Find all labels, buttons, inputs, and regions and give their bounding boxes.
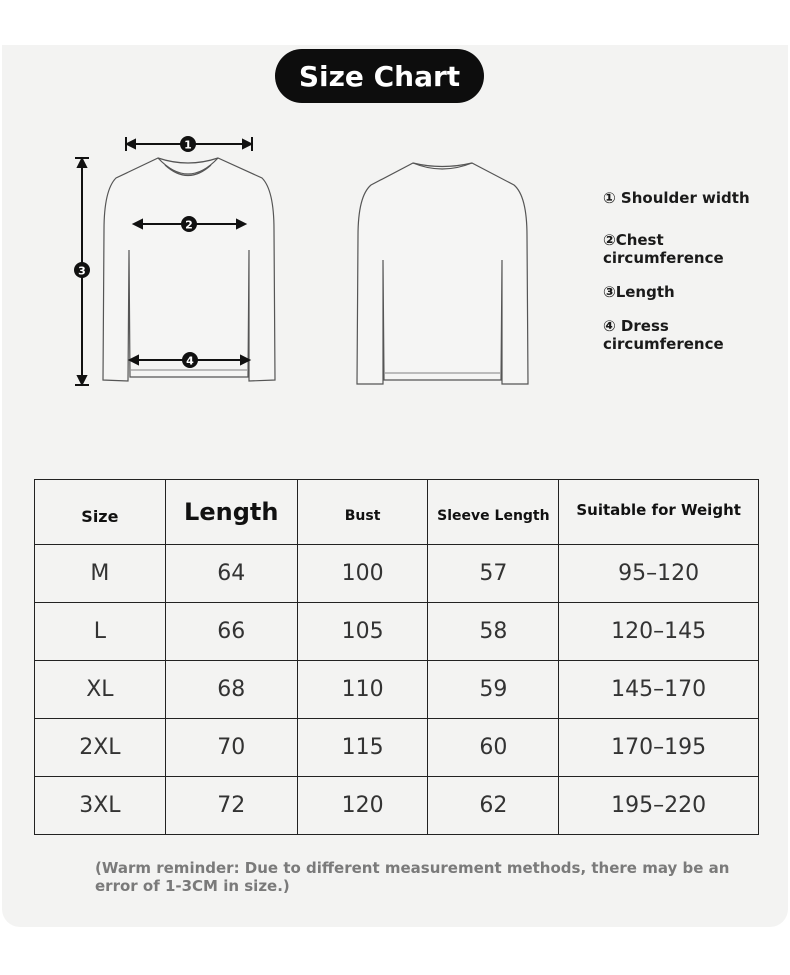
header-suitable-weight: Suitable for Weight <box>559 480 759 545</box>
cell-size: 3XL <box>35 777 166 835</box>
cell-sleeve: 58 <box>428 603 559 661</box>
page-title: Size Chart <box>275 49 484 103</box>
cell-length: 64 <box>165 545 297 603</box>
cell-size: 2XL <box>35 719 166 777</box>
cell-length: 72 <box>165 777 297 835</box>
marker-2-label: 2 <box>185 218 193 232</box>
cell-length: 68 <box>165 661 297 719</box>
cell-sleeve: 59 <box>428 661 559 719</box>
table-row <box>35 661 759 719</box>
cell-size: M <box>35 545 166 603</box>
shirt-front-illustration <box>103 158 275 381</box>
header-sleeve-length: Sleeve Length <box>428 480 559 545</box>
cell-length: 70 <box>165 719 297 777</box>
cell-length: 66 <box>165 603 297 661</box>
marker-1-label: 1 <box>184 138 192 152</box>
cell-sleeve: 57 <box>428 545 559 603</box>
table-row <box>35 603 759 661</box>
cell-sleeve: 60 <box>428 719 559 777</box>
cell-weight: 195–220 <box>559 777 759 835</box>
size-table <box>34 479 759 835</box>
warm-reminder-note: (Warm reminder: Due to different measurement methods, there may be an error of 1-3CM in size.) <box>95 859 730 895</box>
marker-3-label: 3 <box>78 264 86 278</box>
table-header-row <box>35 480 759 545</box>
table-row <box>35 545 759 603</box>
cell-bust: 110 <box>297 661 428 719</box>
table-row <box>35 777 759 835</box>
header-length: Length <box>165 480 297 545</box>
legend-length: ③Length <box>603 283 675 301</box>
legend-shoulder-width: ① Shoulder width <box>603 189 750 207</box>
cell-weight: 95–120 <box>559 545 759 603</box>
cell-size: L <box>35 603 166 661</box>
legend-chest-circumference: ②Chest circumference <box>603 231 724 267</box>
cell-weight: 120–145 <box>559 603 759 661</box>
cell-bust: 120 <box>297 777 428 835</box>
cell-sleeve: 62 <box>428 777 559 835</box>
cell-bust: 105 <box>297 603 428 661</box>
header-size: Size <box>35 480 166 545</box>
legend-dress-circumference: ④ Dress circumference <box>603 317 724 353</box>
table-row <box>35 719 759 777</box>
shirt-back-illustration <box>357 163 528 384</box>
garment-diagram <box>0 0 790 440</box>
cell-weight: 170–195 <box>559 719 759 777</box>
cell-weight: 145–170 <box>559 661 759 719</box>
cell-bust: 115 <box>297 719 428 777</box>
cell-size: XL <box>35 661 166 719</box>
cell-bust: 100 <box>297 545 428 603</box>
marker-4-label: 4 <box>186 354 194 368</box>
header-bust: Bust <box>297 480 428 545</box>
